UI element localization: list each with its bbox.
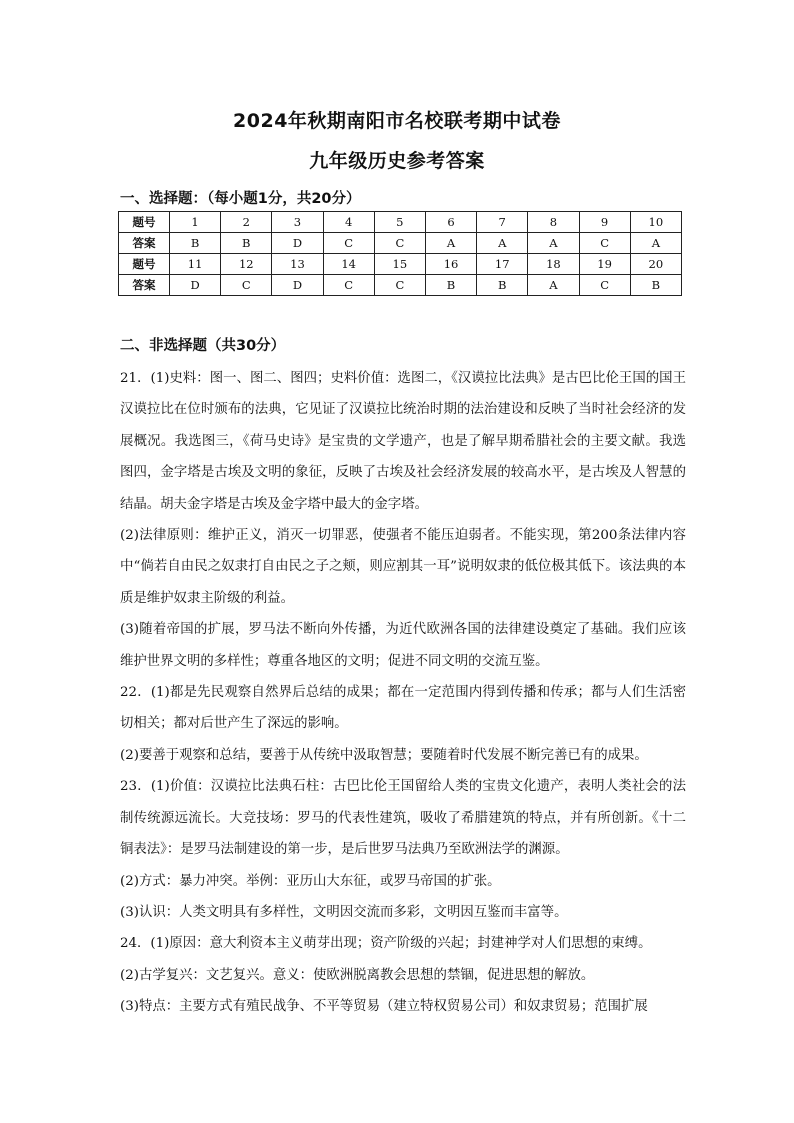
table-cell: C bbox=[374, 233, 425, 254]
table-cell: A bbox=[477, 233, 528, 254]
table-cell: 4 bbox=[323, 212, 374, 233]
table-cell: 12 bbox=[221, 254, 272, 275]
table-cell: C bbox=[323, 233, 374, 254]
page-title: 2024年秋期南阳市名校联考期中试卷 bbox=[233, 110, 561, 132]
answer-body bbox=[120, 363, 686, 1023]
table-cell: 19 bbox=[579, 254, 630, 275]
answer-paragraph-21-3: (3)随着帝国的扩展，罗马法不断向外传播，为近代欧洲各国的法律建设奠定了基础。我们应该维护世界文明的多样性；尊重各地区的文明；促进不同文明的交流互鉴。 bbox=[120, 622, 686, 669]
table-cell: 10 bbox=[630, 212, 681, 233]
section-2-heading: 二、非选择题（共30分） bbox=[120, 338, 286, 354]
table-cell: A bbox=[630, 233, 681, 254]
table-cell: C bbox=[579, 275, 630, 296]
multiple-choice-answer-table bbox=[118, 211, 682, 296]
table-cell: C bbox=[323, 275, 374, 296]
table-cell: 14 bbox=[323, 254, 374, 275]
table-cell: 11 bbox=[170, 254, 221, 275]
table-cell: D bbox=[272, 233, 323, 254]
answer-paragraph-22-1: 22．(1)都是先民观察自然界后总结的成果；都在一定范围内得到传播和传承；都与人们生活密切相关；都对后世产生了深远的影响。 bbox=[120, 685, 686, 732]
table-cell: C bbox=[579, 233, 630, 254]
table-cell: 5 bbox=[374, 212, 425, 233]
answer-paragraph-24-3: (3)特点：主要方式有殖民战争、不平等贸易（建立特权贸易公司）和奴隶贸易；范围扩展 bbox=[120, 999, 648, 1015]
table-cell: 1 bbox=[170, 212, 221, 233]
table-cell: 15 bbox=[374, 254, 425, 275]
row-label-number: 题号 bbox=[119, 254, 170, 275]
section-1-heading: 一、选择题：（每小题1分，共20分） bbox=[120, 191, 361, 207]
table-cell: 9 bbox=[579, 212, 630, 233]
table-cell: A bbox=[425, 233, 476, 254]
table-cell: 7 bbox=[477, 212, 528, 233]
table-row bbox=[119, 212, 682, 233]
answer-paragraph-21-2: (2)法律原则：维护正义，消灭一切罪恶，使强者不能压迫弱者。不能实现，第200条法律内容中“倘若自由民之奴隶打自由民之子之颊，则应割其一耳”说明奴隶的低位极其低下。该法典的本质是维护奴隶主阶级的利益。 bbox=[120, 528, 686, 606]
table-cell: B bbox=[477, 275, 528, 296]
row-label-answer: 答案 bbox=[119, 233, 170, 254]
table-cell: 3 bbox=[272, 212, 323, 233]
table-cell: 13 bbox=[272, 254, 323, 275]
table-cell: D bbox=[272, 275, 323, 296]
table-cell: C bbox=[221, 275, 272, 296]
row-label-answer: 答案 bbox=[119, 275, 170, 296]
table-row bbox=[119, 233, 682, 254]
table-cell: 16 bbox=[425, 254, 476, 275]
answer-paragraph-23-1: 23．(1)价值：汉谟拉比法典石柱：古巴比伦王国留给人类的宝贵文化遗产，表明人类社会的法制传统源远流长。大竞技场：罗马的代表性建筑，吸收了希腊建筑的特点，并有所创新。《十二铜表法》：是罗马法制建设的第一步，是后世罗马法典乃至欧洲法学的渊源。 bbox=[120, 779, 686, 858]
table-cell: B bbox=[221, 233, 272, 254]
answer-paragraph-22-2: (2)要善于观察和总结，要善于从传统中汲取智慧；要随着时代发展不断完善已有的成果。 bbox=[120, 747, 648, 763]
table-cell: A bbox=[528, 275, 579, 296]
table-cell: 18 bbox=[528, 254, 579, 275]
answer-paragraph-23-2: (2)方式：暴力冲突。举例：亚历山大东征，或罗马帝国的扩张。 bbox=[120, 873, 501, 889]
table-cell: 6 bbox=[425, 212, 476, 233]
table-cell: 20 bbox=[630, 254, 681, 275]
table-cell: B bbox=[630, 275, 681, 296]
table-cell: B bbox=[170, 233, 221, 254]
table-cell: C bbox=[374, 275, 425, 296]
table-cell: 17 bbox=[477, 254, 528, 275]
answer-paragraph-24-1: 24．(1)原因：意大利资本主义萌芽出现；资产阶级的兴起；封建神学对人们思想的束缚。 bbox=[120, 936, 652, 952]
table-cell: B bbox=[425, 275, 476, 296]
table-cell: A bbox=[528, 233, 579, 254]
answer-paragraph-23-3: (3)认识：人类文明具有多样性，文明因交流而多彩，文明因互鉴而丰富等。 bbox=[120, 904, 568, 920]
table-row bbox=[119, 275, 682, 296]
answer-paragraph-21-1: 21．(1)史料：图一、图二、图四；史料价值：选图二，《汉谟拉比法典》是古巴比伦王国的国王汉谟拉比在位时颁布的法典，它见证了汉谟拉比统治时期的法治建设和反映了当时社会经济的发展概况。我选图三，《荷马史诗》是宝贵的文学遗产，也是了解早期希腊社会的主要文献。我选图四，金字塔是古埃及文明的象征，反映了古埃及社会经济发展的较高水平，是古埃及人智慧的结晶。胡夫金字塔是古埃及金字塔中最大的金字塔。 bbox=[120, 371, 686, 512]
table-row bbox=[119, 254, 682, 275]
table-cell: D bbox=[170, 275, 221, 296]
table-cell: 8 bbox=[528, 212, 579, 233]
row-label-number: 题号 bbox=[119, 212, 170, 233]
table-cell: 2 bbox=[221, 212, 272, 233]
page-subtitle: 九年级历史参考答案 bbox=[309, 150, 485, 172]
answer-paragraph-24-2: (2)古学复兴：文艺复兴。意义：使欧洲脱离教会思想的禁锢，促进思想的解放。 bbox=[120, 967, 595, 983]
